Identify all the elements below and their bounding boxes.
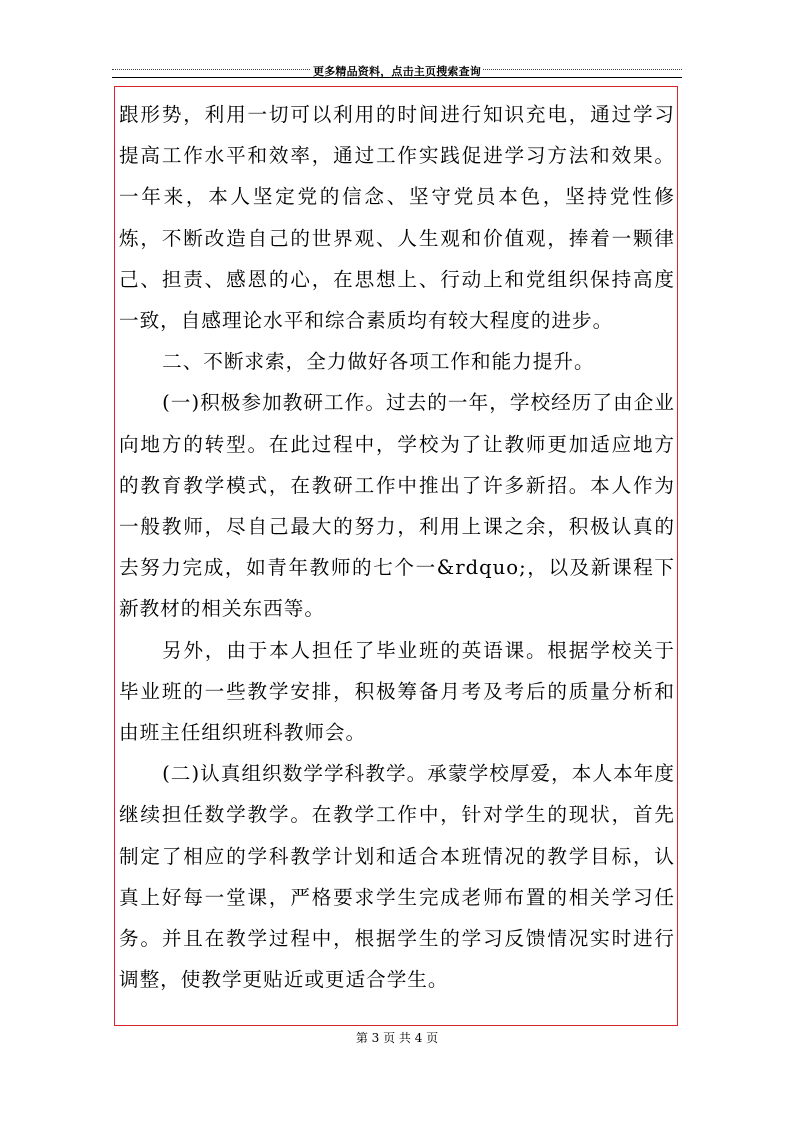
paragraph-math-teaching: (二)认真组织数学学科教学。承蒙学校厚爱，本人本年度继续担任数学教学。在教学工作中，针对学生的现状，首先制定了相应的学科教学计划和适合本班情况的教学目标，认真上好每一堂课，严格要求学生完成老师布置的相关学习任务。并且在教学过程中，根据学生的学习反馈情况实时进行调整，使教学更贴近或更适合学生。 — [119, 762, 675, 992]
paragraph-teaching-research: (一)积极参加教研工作。过去的一年，学校经历了由企业向地方的转型。在此过程中，学校为了让教师更加适应地方的教育教学模式，在教研工作中推出了许多新招。本人作为一般教师，尽自己最大的努力，利用上课之余，积极认真的去努力完成，如青年教师的七个一&rdquo;，以及新课程下新教材的相关东西等。 — [119, 391, 675, 621]
page-footer: 第 3 页 共 4 页 — [355, 1031, 439, 1045]
paragraph-graduating-class: 另外，由于本人担任了毕业班的英语课。根据学校关于毕业班的一些教学安排，积极筹备月考及考后的质量分析和由班主任组织班科教师会。 — [119, 638, 675, 745]
document-body — [119, 94, 675, 1000]
paragraph-continuation: 跟形势，利用一切可以利用的时间进行知识充电，通过学习提高工作水平和效率，通过工作实践促进学习方法和效果。一年来，本人坚定党的信念、坚守党员本色，坚持党性修炼，不断改造自己的世界观、人生观和价值观，捧着一颗律己、担责、感恩的心，在思想上、行动上和党组织保持高度一致，自感理论水平和综合素质均有较大程度的进步。 — [119, 103, 675, 333]
page-header — [112, 60, 682, 76]
header-text[interactable]: 更多精品资料，点击主页搜索查询 — [313, 65, 481, 78]
header-rule — [112, 77, 682, 78]
section-heading-two: 二、不断求索，全力做好各项工作和能力提升。 — [162, 350, 595, 374]
